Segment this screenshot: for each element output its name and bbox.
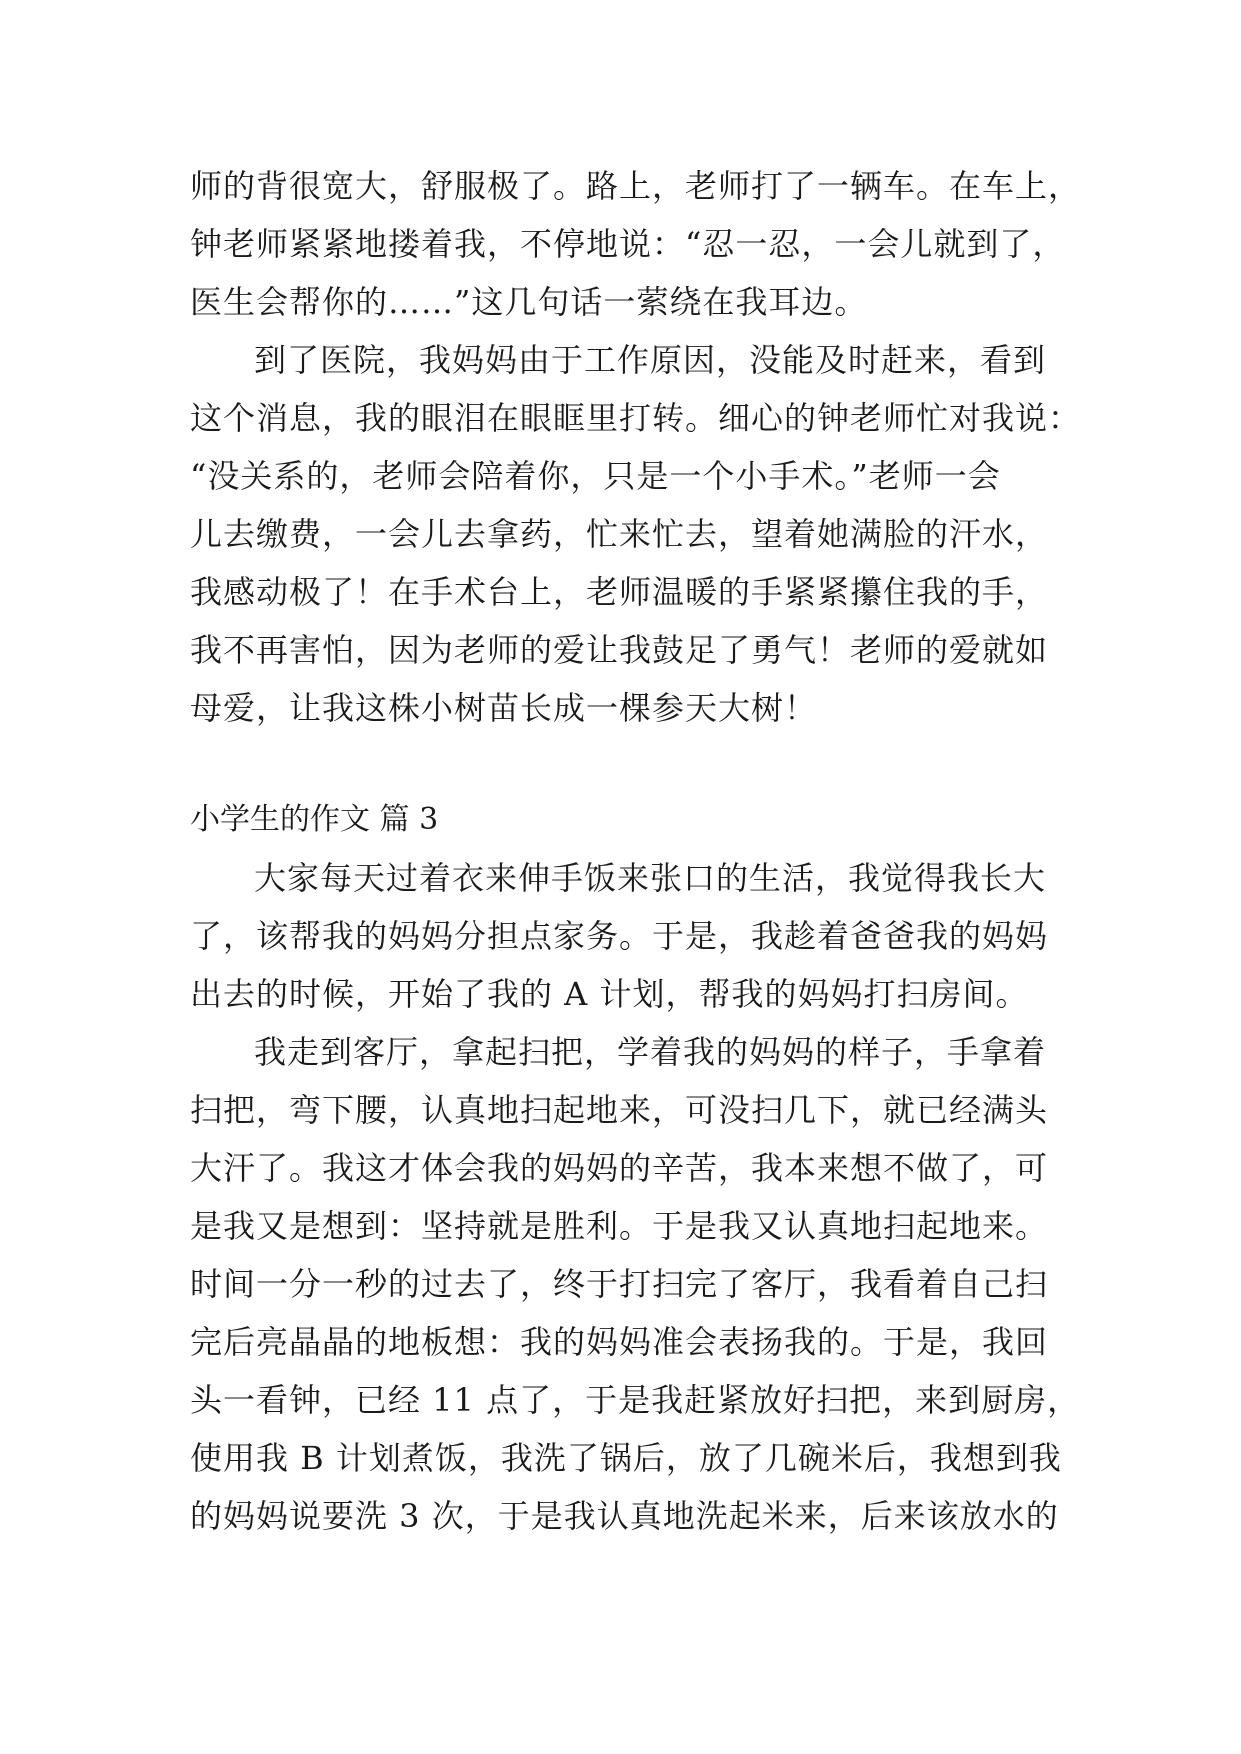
- paragraph-1-line-3: 医生会帮你的……”这几句话一萦绕在我耳边。: [190, 283, 868, 321]
- paragraph-4-line-9: 的妈妈说要洗 3 次，于是我认真地洗起米来，后来该放水的: [190, 1497, 1059, 1535]
- paragraph-2-line-3: “没关系的，老师会陪着你，只是一个小手术。”老师一会: [190, 457, 1001, 495]
- section-heading: 小学生的作文 篇 3: [190, 802, 439, 837]
- paragraph-2-line-4: 儿去缴费，一会儿去拿药，忙来忙去，望着她满脸的汗水，: [190, 515, 1049, 553]
- paragraph-4-line-7: 头一看钟，已经 11 点了，于是我赶紧放好扫把，来到厨房，: [190, 1381, 1081, 1419]
- paragraph-2-line-1: 到了医院，我妈妈由于工作原因，没能及时赶来，看到: [254, 341, 1047, 379]
- paragraph-3-line-3: 出去的时候，开始了我的 A 计划，帮我的妈妈打扫房间。: [190, 975, 1029, 1013]
- paragraph-4-line-4: 是我又是想到：坚持就是胜利。于是我又认真地扫起地来。: [190, 1207, 1049, 1245]
- paragraph-2-line-6: 我不再害怕，因为老师的爱让我鼓足了勇气！老师的爱就如: [190, 631, 1049, 669]
- paragraph-3-line-1: 大家每天过着衣来伸手饭来张口的生活，我觉得我长大: [254, 859, 1047, 897]
- paragraph-4-line-8: 使用我 B 计划煮饭，我洗了锅后，放了几碗米后，我想到我: [190, 1439, 1062, 1477]
- paragraph-4-line-3: 大汗了。我这才体会我的妈妈的辛苦，我本来想不做了，可: [190, 1149, 1049, 1187]
- paragraph-4-line-5: 时间一分一秒的过去了，终于打扫完了客厅，我看着自己扫: [190, 1265, 1049, 1303]
- paragraph-3-line-2: 了，该帮我的妈妈分担点家务。于是，我趁着爸爸我的妈妈: [190, 917, 1049, 955]
- paragraph-2-line-7: 母爱，让我这株小树苗长成一棵参天大树！: [190, 689, 818, 727]
- paragraph-4-line-6: 完后亮晶晶的地板想：我的妈妈准会表扬我的。于是，我回: [190, 1323, 1049, 1361]
- paragraph-1-line-1: 师的背很宽大，舒服极了。路上，老师打了一辆车。在车上，: [190, 167, 1082, 205]
- paragraph-2-line-5: 我感动极了！在手术台上，老师温暖的手紧紧攥住我的手，: [190, 573, 1049, 611]
- paragraph-4-line-2: 扫把，弯下腰，认真地扫起地来，可没扫几下，就已经满头: [190, 1091, 1049, 1129]
- paragraph-4-line-1: 我走到客厅，拿起扫把，学着我的妈妈的样子，手拿着: [254, 1033, 1047, 1071]
- paragraph-2-line-2: 这个消息，我的眼泪在眼眶里打转。细心的钟老师忙对我说：: [190, 399, 1082, 437]
- paragraph-1-line-2: 钟老师紧紧地搂着我，不停地说：“忍一忍，一会儿就到了，: [190, 225, 1066, 263]
